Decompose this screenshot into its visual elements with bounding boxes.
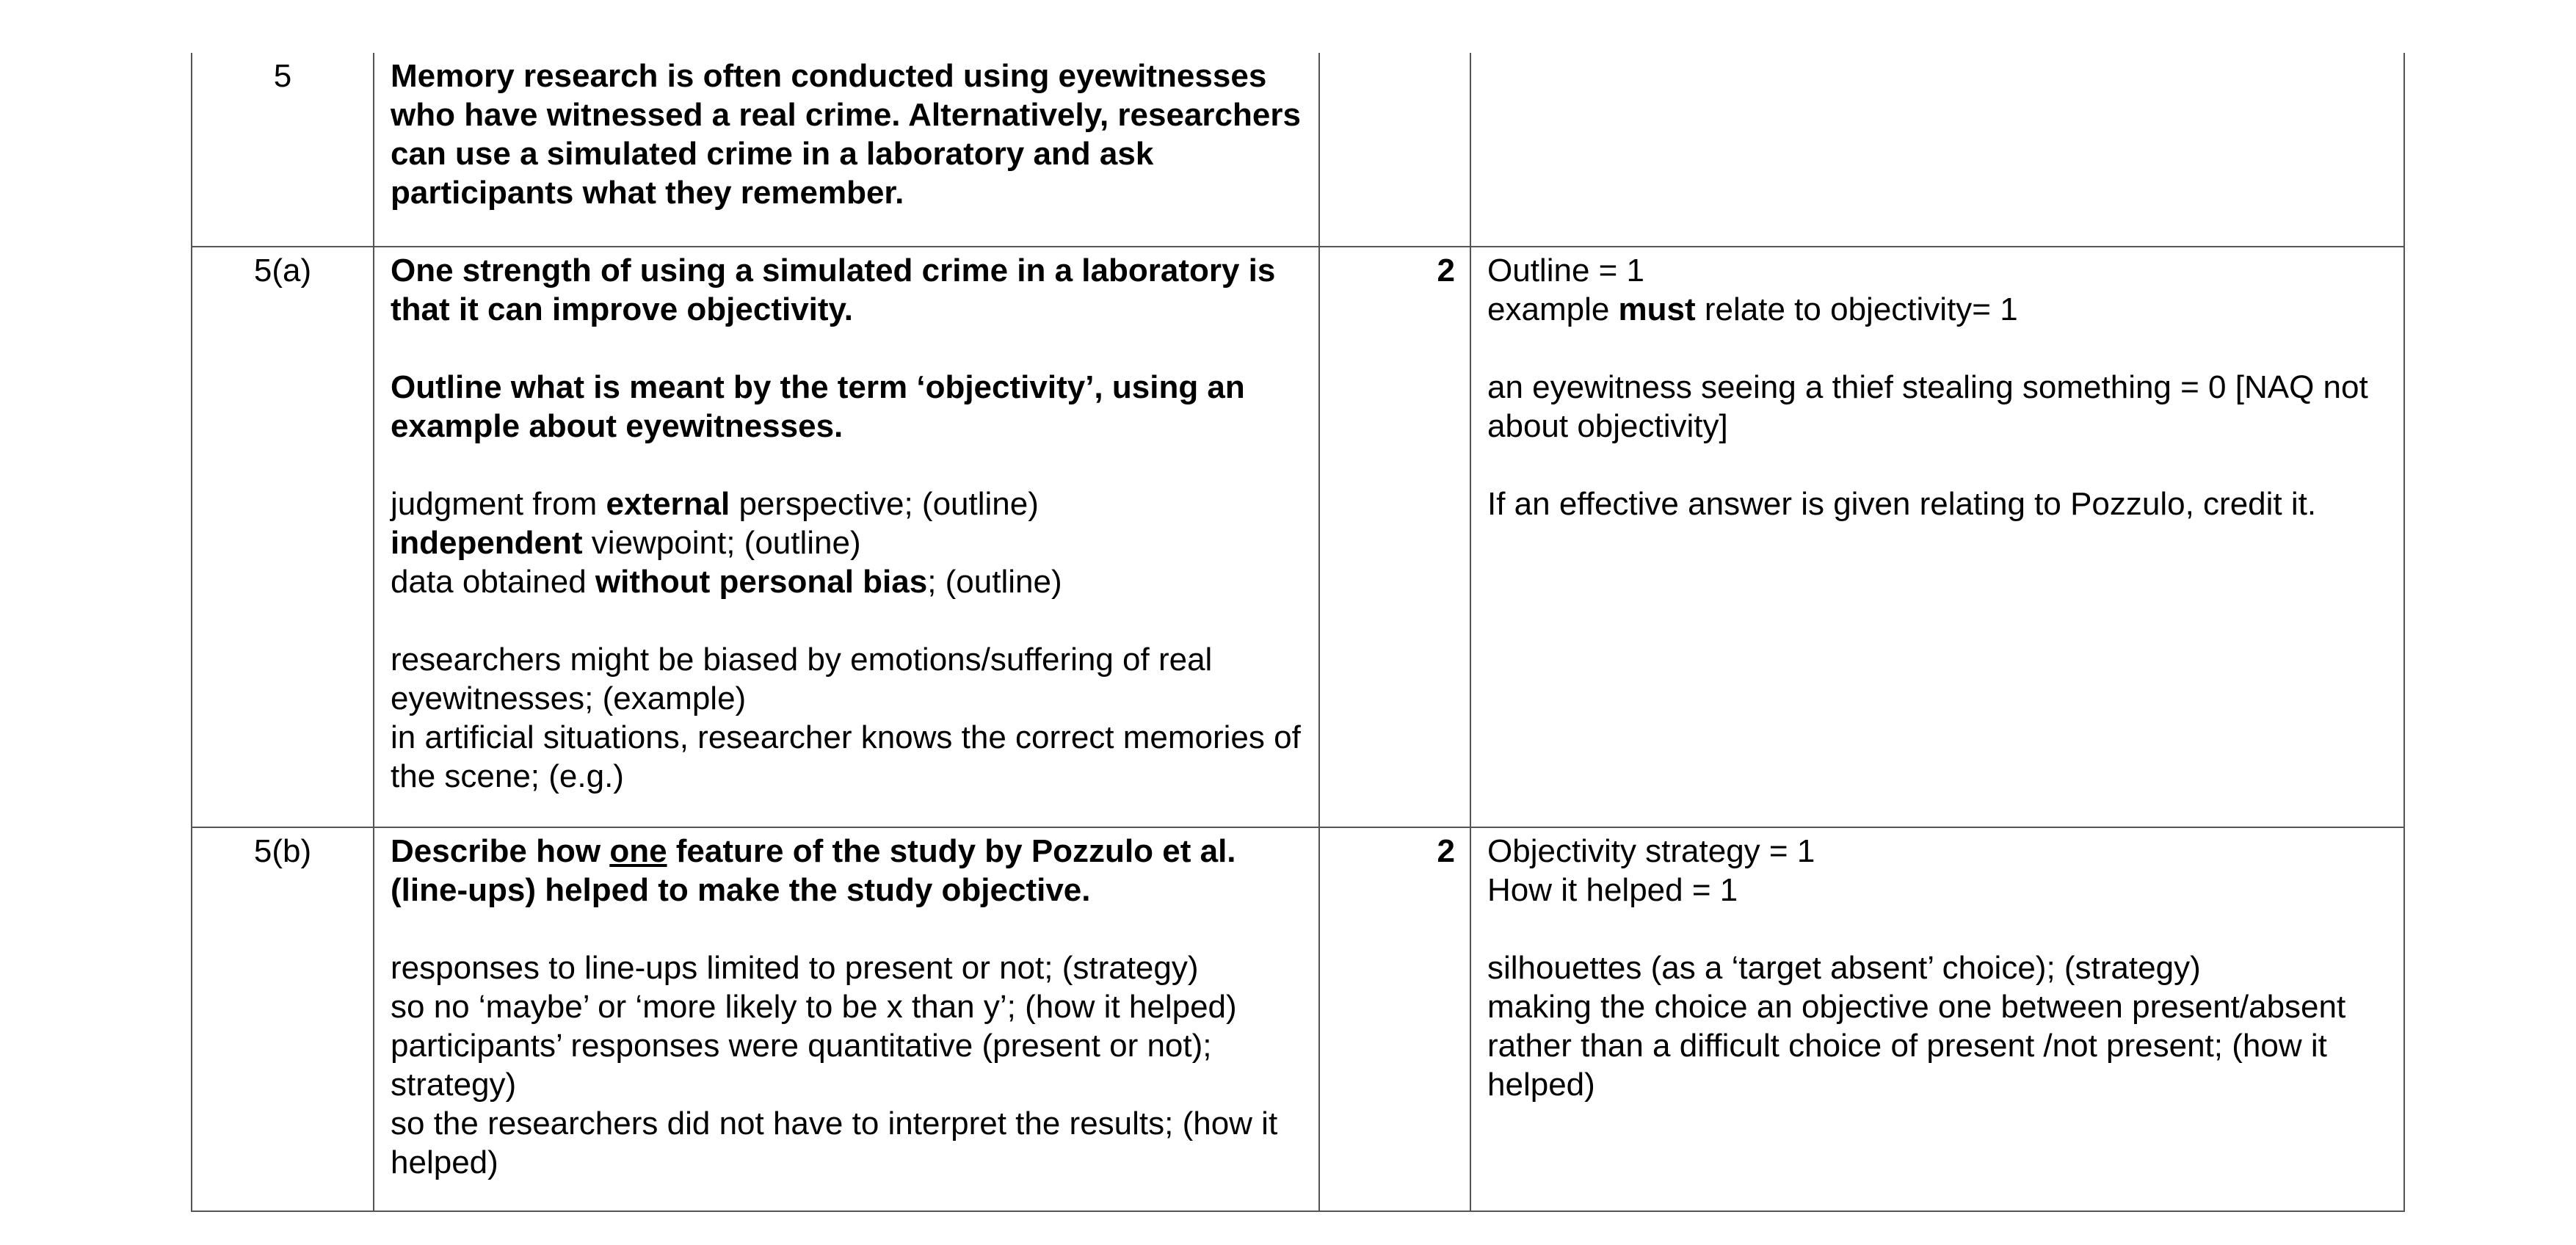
question-stem: Memory research is often conducted using eyewitnesses who have witnessed a real crime. Alternatively, researchers can use a simulated crime in a laboratory and ask participants what they remember. <box>391 58 1301 211</box>
guidance-line-3: an eyewitness seeing a thief stealing something = 0 [NAQ not about objectivity] <box>1487 369 2368 444</box>
question-number <box>192 247 374 827</box>
answer-text: ; (outline) <box>927 564 1062 600</box>
answer-text: judgment from <box>391 486 606 522</box>
answer-keyword: without personal bias <box>595 564 928 600</box>
marks-value: 2 <box>1437 253 1455 288</box>
answer-keyword: independent <box>391 525 583 561</box>
question-number-text: 5 <box>273 58 292 94</box>
spacer <box>1487 446 2387 484</box>
answer-line-example-1: researchers might be biased by emotions/suffering of real eyewitnesses; (example) <box>391 642 1213 716</box>
marks-cell <box>1319 827 1470 1211</box>
answer-line-2: so no ‘maybe’ or ‘more likely to be x than y’; (how it helped) <box>391 989 1237 1025</box>
marks-cell <box>1319 247 1470 827</box>
answer-text: viewpoint; (outline) <box>582 525 861 561</box>
answer-cell <box>374 827 1319 1211</box>
answer-line-outline-2 <box>391 523 1302 562</box>
question-number-text: 5(a) <box>253 253 312 288</box>
question-number <box>192 827 374 1211</box>
answer-cell <box>374 247 1319 827</box>
guidance-cell <box>1470 53 2404 247</box>
guidance-line-4: making the choice an objective one between present/absent rather than a difficult choice of present /not present; (how it helped) <box>1487 989 2346 1103</box>
guidance-cell <box>1470 827 2404 1211</box>
guidance-line-3: silhouettes (as a ‘target absent’ choice); (strategy) <box>1487 950 2201 986</box>
prompt-emphasis: one <box>609 833 667 869</box>
answer-line-3: participants’ responses were quantitative (present or not); strategy) <box>391 1028 1212 1103</box>
question-prompt-part-1: One strength of using a simulated crime in a laboratory is that it can improve objectivity. <box>391 253 1276 327</box>
table-row-question-5a <box>192 247 2404 827</box>
guidance-line-2 <box>1487 290 2387 329</box>
table-row-question-5b <box>192 827 2404 1211</box>
answer-text: data obtained <box>391 564 595 600</box>
table-row-question-5 <box>192 53 2404 247</box>
marks-value: 2 <box>1437 833 1455 869</box>
answer-keyword: external <box>606 486 730 522</box>
answer-cell <box>374 53 1319 247</box>
guidance-line-1: Outline = 1 <box>1487 253 1645 288</box>
guidance-line-4: If an effective answer is given relating to Pozzulo, credit it. <box>1487 486 2317 522</box>
answer-line-4: so the researchers did not have to interpret the results; (how it helped) <box>391 1106 1278 1180</box>
guidance-line-1: Objectivity strategy = 1 <box>1487 833 1815 869</box>
answer-line-example-2: in artificial situations, researcher knows the correct memories of the scene; (e.g.) <box>391 719 1301 794</box>
spacer <box>1487 329 2387 368</box>
mark-scheme-table <box>191 53 2405 1212</box>
guidance-cell <box>1470 247 2404 827</box>
question-prompt-part-2: Outline what is meant by the term ‘objectivity’, using an example about eyewitnesses. <box>391 369 1245 444</box>
spacer <box>391 910 1302 948</box>
answer-line-outline-3 <box>391 562 1302 601</box>
spacer <box>391 329 1302 368</box>
answer-line-outline-1 <box>391 484 1302 523</box>
guidance-text: example <box>1487 291 1619 327</box>
answer-line-1: responses to line-ups limited to present or not; (strategy) <box>391 950 1199 986</box>
answer-text: perspective; (outline) <box>730 486 1039 522</box>
marks-cell <box>1319 53 1470 247</box>
guidance-line-2: How it helped = 1 <box>1487 872 1738 908</box>
question-prompt <box>391 832 1302 910</box>
prompt-text: feature of the study by Pozzulo et al. (line-ups) helped to make the study objective. <box>391 833 1236 908</box>
spacer <box>391 601 1302 640</box>
guidance-text: relate to objectivity= 1 <box>1695 291 2018 327</box>
question-number <box>192 53 374 247</box>
guidance-keyword: must <box>1618 291 1696 327</box>
question-number-text: 5(b) <box>253 833 312 869</box>
spacer <box>391 446 1302 484</box>
spacer <box>1487 910 2387 948</box>
prompt-text: Describe how <box>391 833 610 869</box>
